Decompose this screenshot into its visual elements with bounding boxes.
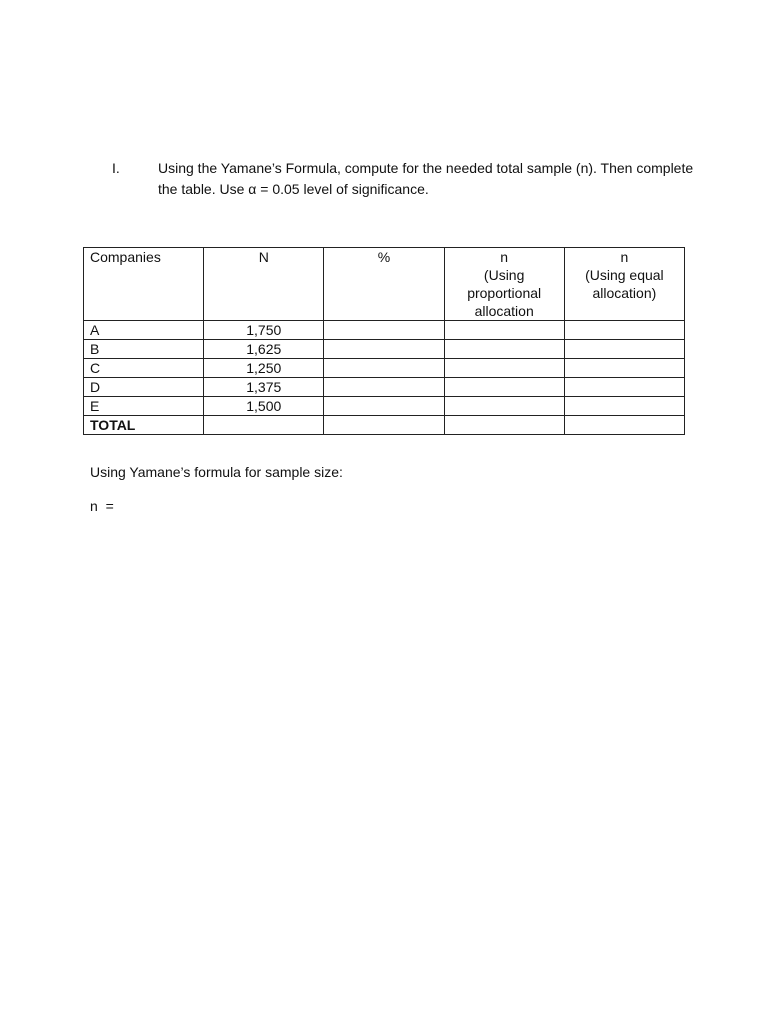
n-equal-cell[interactable]	[564, 378, 684, 397]
sample-allocation-table	[83, 247, 685, 435]
header-population	[204, 248, 324, 321]
percent-cell[interactable]	[324, 321, 444, 340]
header-line: %	[377, 249, 391, 265]
percent-cell[interactable]	[324, 359, 444, 378]
company-cell: C	[84, 359, 204, 378]
n-proportional-cell[interactable]	[444, 340, 564, 359]
table-header-row	[84, 248, 685, 321]
n-equal-cell[interactable]	[564, 321, 684, 340]
total-n-proportional-cell[interactable]	[444, 416, 564, 435]
n-proportional-cell[interactable]	[444, 359, 564, 378]
company-cell: A	[84, 321, 204, 340]
table-row	[84, 340, 685, 359]
total-row	[84, 416, 685, 435]
n-equal-cell[interactable]	[564, 359, 684, 378]
total-label-cell: TOTAL	[84, 416, 204, 435]
table-row	[84, 321, 685, 340]
n-proportional-cell[interactable]	[444, 321, 564, 340]
population-cell: 1,625	[204, 340, 324, 359]
company-cell: E	[84, 397, 204, 416]
total-population-cell[interactable]	[204, 416, 324, 435]
population-cell: 1,375	[204, 378, 324, 397]
question-number: I.	[112, 160, 120, 176]
header-line: n	[620, 249, 629, 265]
total-n-equal-cell[interactable]	[564, 416, 684, 435]
header-n-equal	[564, 248, 684, 321]
percent-cell[interactable]	[324, 378, 444, 397]
header-line: Companies	[90, 249, 161, 265]
table-row	[84, 397, 685, 416]
table-row	[84, 378, 685, 397]
header-line: allocation)	[592, 285, 657, 301]
header-n-proportional	[444, 248, 564, 321]
n-proportional-cell[interactable]	[444, 378, 564, 397]
formula-note: Using Yamane’s formula for sample size:	[90, 464, 343, 480]
n-proportional-cell[interactable]	[444, 397, 564, 416]
header-line: allocation	[474, 303, 534, 319]
company-cell: D	[84, 378, 204, 397]
n-equal-cell[interactable]	[564, 397, 684, 416]
header-line: N	[258, 249, 269, 265]
population-cell: 1,750	[204, 321, 324, 340]
company-cell: B	[84, 340, 204, 359]
header-line: (Using	[483, 267, 525, 283]
n-equal-cell[interactable]	[564, 340, 684, 359]
total-percent-cell[interactable]	[324, 416, 444, 435]
header-line: n	[500, 249, 509, 265]
population-cell: 1,250	[204, 359, 324, 378]
percent-cell[interactable]	[324, 397, 444, 416]
header-companies	[84, 248, 204, 321]
percent-cell[interactable]	[324, 340, 444, 359]
header-line: proportional	[467, 285, 542, 301]
table-row	[84, 359, 685, 378]
header-percent	[324, 248, 444, 321]
question-text: Using the Yamane’s Formula, compute for the needed total sample (n). Then complete the table. Use α = 0.05 level of significance.	[158, 160, 694, 197]
header-line: (Using equal	[585, 267, 664, 283]
population-cell: 1,500	[204, 397, 324, 416]
formula-line: n =	[90, 498, 114, 514]
